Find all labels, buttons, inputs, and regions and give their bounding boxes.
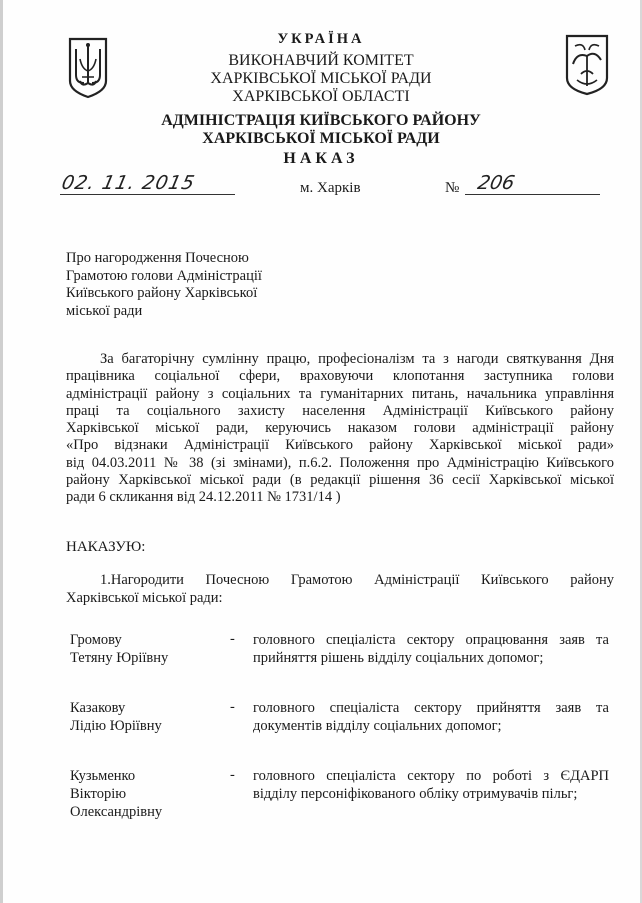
date-underline: [60, 194, 235, 195]
doc-type-title: НАКАЗ: [283, 150, 359, 167]
number-underline: [465, 194, 600, 195]
preamble-line: працівника соціальної сфери, враховуючи клопотання заступника голови: [66, 368, 614, 385]
order-subject: [66, 250, 326, 320]
org-line-1: ВИКОНАВЧИЙ КОМІТЕТ: [228, 52, 414, 69]
admin-line-2: ХАРКІВСЬКОЇ МІСЬКОЇ РАДИ: [202, 130, 440, 147]
command-heading: НАКАЗУЮ:: [66, 539, 146, 555]
position-line: прийняття рішень відділу соціальних допомог;: [253, 650, 544, 666]
position-line: документів відділу соціальних допомог;: [253, 718, 502, 734]
awardee-name-line: Кузьменко: [70, 768, 136, 784]
number-label: №: [445, 180, 460, 196]
item-line: 1.Нагородити Почесною Грамотою Адміністрації Київського району: [100, 572, 614, 588]
country-heading: УКРАЇНА: [277, 31, 365, 47]
awardee-position: [253, 631, 609, 667]
preamble-line: району Харківської міської ради (в редакції рішення 36 сесії Харківської міської: [66, 472, 614, 489]
item-line: Харківської міської ради:: [66, 590, 223, 606]
awardee-name: [70, 631, 220, 667]
admin-line-1: АДМІНІСТРАЦІЯ КИЇВСЬКОГО РАЙОНУ: [161, 112, 481, 129]
city-label: м. Харків: [300, 180, 361, 196]
preamble-line: За багаторічну сумлінну працю, професіоналізм та з нагоди святкування Дня: [100, 351, 614, 367]
preamble-line: від 04.03.2011 № 38 (зі змінами), п.6.2. Положення про Адміністрацію Київського: [66, 454, 614, 471]
handwritten-date: 02. 11. 2015: [59, 172, 198, 194]
awardee-name-line: Вікторію: [70, 786, 127, 802]
awardee-name: [70, 699, 220, 735]
org-line-3: ХАРКІВСЬКОЇ ОБЛАСТІ: [232, 88, 410, 105]
position-line: головного спеціаліста сектору опрацювання заяв та: [253, 632, 609, 648]
awardee-dash: -: [230, 631, 235, 647]
preamble-line: адміністрації району з соціальних та гуманітарних питань, начальника управління: [66, 385, 614, 402]
preamble-line: ради 6 скликання від 24.12.2011 № 1731/14 ): [66, 489, 341, 506]
awardee-name-line: Лідію Юріївну: [70, 718, 162, 734]
preamble-paragraph: [66, 351, 614, 507]
awardee-dash: -: [230, 767, 235, 783]
subject-line: міської ради: [66, 302, 143, 319]
position-line: відділу персоніфікованого обліку отримувачів пільг;: [253, 786, 578, 802]
awardee-position: [253, 699, 609, 735]
awardee-position: [253, 767, 609, 803]
position-line: головного спеціаліста сектору по роботі з ЄДАРП: [253, 768, 609, 784]
awardee-dash: -: [230, 699, 235, 715]
order-item-1: [66, 571, 614, 607]
handwritten-number: 206: [475, 172, 517, 194]
preamble-line: праці та соціального захисту населення Адміністрації Київського району: [66, 402, 614, 419]
awardee-name-line: Олександрівну: [70, 804, 163, 820]
subject-line: Про нагородження Почесною: [66, 250, 249, 266]
awardee-name: [70, 767, 220, 821]
awardee-name-line: Громову: [70, 632, 122, 648]
org-line-2: ХАРКІВСЬКОЇ МІСЬКОЇ РАДИ: [210, 70, 432, 87]
subject-line: Грамотою голови Адміністрації: [66, 267, 262, 284]
awardee-name-line: Казакову: [70, 700, 126, 716]
subject-line: Київського району Харківської: [66, 285, 258, 301]
preamble-line: «Про відзнаки Адміністрації Київського району Харківської міської ради»: [66, 437, 614, 454]
position-line: головного спеціаліста сектору прийняття заяв та: [253, 700, 609, 716]
awardee-name-line: Тетяну Юріївну: [70, 650, 169, 666]
preamble-line: Харківської міської ради, керуючись наказом голови адміністрації району: [66, 420, 614, 437]
